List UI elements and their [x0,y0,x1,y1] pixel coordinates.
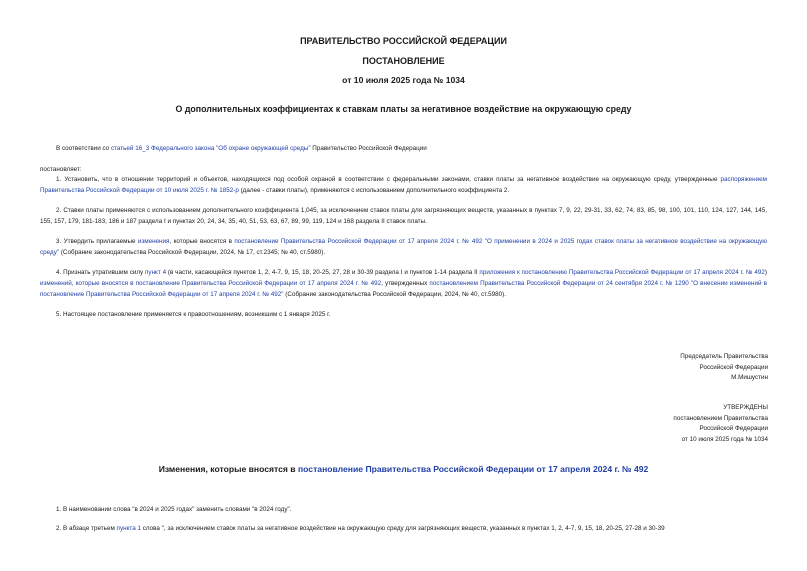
paragraph-2 [40,206,767,228]
preamble-text: Правительство Российской Федерации [310,145,427,152]
paragraph-text: 5. Настоящее постановление применяется к правоотношениям, возникшим с 1 января 2025 г. [56,311,331,318]
changes-title-text: Изменения, которые вносятся в [158,464,298,474]
preamble-text: В соответствии со [56,145,111,152]
signature-name: М.Мишустин [731,374,768,381]
change-1 [40,505,767,516]
resolution-1290-link[interactable]: постановлением Правительства Российской Федерации от 24 сентября 2024 г. № 1290 "О внесении изменений в постановление Правительства Российской Федерации от 17 апреля 2024 г. № 492" [40,279,767,298]
paragraph-text: 2. Ставки платы применяются с использованием дополнительного коэффициента 1,045, за исключением ставок платы для загрязняющих веществ, указанных в пунктах 7, 9, 22, 29-31, 33, 62, 74, 83, 85, 98, 100, 101, 110, 124, 127, 144, 145, 155, 157, 179, 181-183, 186 и 187 раздела I и пунктах 20, 24, 34, 35, 40, 51, 53, 63, 67, 89, 99, 119, 124 и 168 раздела II ставок платы. [40,207,767,225]
paragraph-1 [40,175,767,197]
signature-line: Российской Федерации [699,363,768,371]
paragraph-text: , которые вносятся в [169,238,235,245]
paragraph-text: слова ", за исключением ставок платы за негативное воздействие на окружающую среду для загрязняющих веществ, указанных в пунктах 1, 2, 4-7, 9, 15, 18, 20-25, 27-28 и 30-39 [140,525,665,532]
paragraph-text: 4. Признать утратившим силу [56,269,146,276]
approved-heading: УТВЕРЖДЕНЫ [723,404,768,411]
paragraph-text: , утвержденных [381,279,430,287]
paragraph-5 [40,310,767,321]
document-title: О дополнительных коэффициентах к ставкам платы за негативное воздействие на окружающую среду [175,104,632,114]
paragraph-text: (Собрание законодательства Российской Федерации, 2024, № 17, ст.2345; № 40, ст.5980). [59,248,326,256]
paragraph-text: 1. В наименовании слова "в 2024 и 2025 годах" заменить словами "в 2024 году". [56,506,292,513]
signature-line: Председатель Правительства [680,353,768,360]
changes-title [0,464,807,474]
paragraph-text: ) [764,269,767,276]
paragraph-text: 1. Установить, что в отношении территорий и объектов, находящихся под особой охраной в соответствии с федеральными законами, ставки платы за негативное воздействие на окружающую среду, утвержденные [56,176,721,183]
approved-block [673,403,768,445]
paragraph-4 [40,268,767,300]
government-heading: ПРАВИТЕЛЬСТВО РОССИЙСКОЙ ФЕДЕРАЦИИ [300,36,507,46]
resolves-label: постановляет: [40,166,82,173]
paragraph-3 [40,237,767,259]
approved-line: Российской Федерации [699,425,768,432]
appendix-492-link[interactable]: приложения к постановлению Правительства Российской Федерации от 17 апреля 2024 г. № 492 [479,269,765,276]
preamble [40,144,767,155]
signature-block [680,352,768,384]
order-1852-link[interactable]: распоряжением Правительства Российской Федерации от 10 июля 2025 г. № 1852-р [40,176,767,194]
paragraph-text: 3. Утвердить прилагаемые [56,238,138,245]
changes-492-link[interactable]: изменений, которые вносятся в постановление Правительства Российской Федерации от 17 апреля 2024 г. № 492 [40,279,382,287]
paragraph-text: (Собрание законодательства Российской Федерации, 2024, № 40, ст.5980). [283,290,506,298]
change-2 [40,524,767,535]
point-4-link[interactable]: пункт 4 [145,269,167,276]
document-type: ПОСТАНОВЛЕНИЕ [362,56,445,66]
document-date-number: от 10 июля 2025 года № 1034 [342,75,465,85]
point-1-link[interactable]: пункта 1 [116,525,141,532]
paragraph-text: (в части, касающейся пунктов 1, 2, 4-7, 9, 15, 18, 20-25, 27, 28 и 30-39 раздела I и пунктов 1-14 раздела II [166,269,480,276]
resolution-492-link[interactable]: постановление Правительства Российской Федерации от 17 апреля 2024 г. № 492 "О применении в 2024 и 2025 годах ставок платы за негативное воздействие на окружающую среду" [40,238,767,256]
approved-line: от 10 июля 2025 года № 1034 [681,435,768,443]
changes-link[interactable]: изменения [137,238,170,245]
federal-law-link[interactable]: статьей 16_3 Федерального закона "Об охране окружающей среды" [110,145,311,152]
changes-title-link[interactable]: постановление Правительства Российской Федерации от 17 апреля 2024 г. № 492 [297,464,649,474]
paragraph-text: 2. В абзаце третьем [56,525,117,532]
approved-line: постановлением Правительства [673,414,768,422]
paragraph-text: (далее - ставки платы), применяются с использованием дополнительного коэффициента 2. [238,186,510,194]
